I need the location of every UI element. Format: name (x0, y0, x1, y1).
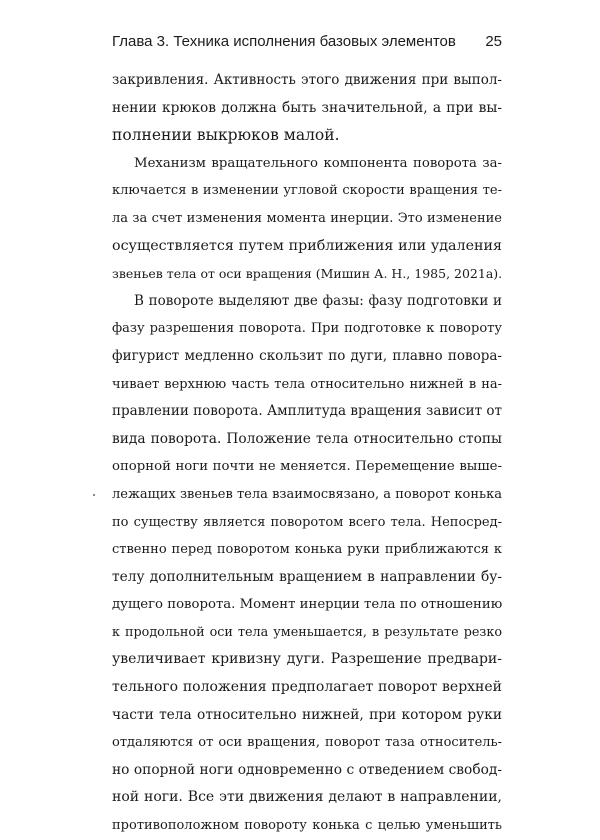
text-line: фазу разрешения поворота. При подготовке к повороту (112, 321, 502, 337)
text-line: ственно перед поворотом конька руки приближаются к (112, 542, 502, 558)
text-line: Механизм вращательного компонента поворота за- (134, 155, 502, 171)
text-line: тельного положения предполагает поворот верхней (112, 679, 502, 696)
text-line: ключается в изменении угловой скорости вращения те- (112, 183, 502, 199)
text-line: фигурист медленно скользит по дуги, плавно повора- (112, 347, 502, 364)
text-line: ла за счет изменения момента инерции. Это изменение (112, 210, 502, 226)
text-line: правлении поворота. Амплитуда вращения зависит от (112, 403, 502, 420)
page-number: 25 (485, 33, 502, 50)
text-line: осуществляется путем приближения или удаления (112, 237, 502, 254)
text-line: лежащих звеньев тела взаимосвязано, а поворот конька (112, 486, 502, 502)
text-line: увеличивает кривизну дуги. Разрешение предвари- (112, 651, 502, 668)
text-line: отдаляются от оси вращения, поворот таза относитель- (112, 735, 502, 751)
paragraph-3 (112, 288, 502, 840)
chapter-title: Глава 3. Техника исполнения базовых элементов (112, 33, 456, 50)
margin-speck (93, 494, 95, 496)
paragraph-1 (112, 67, 502, 150)
text-line: закривления. Активность этого движения при выпол- (112, 72, 502, 88)
text-line: противоположном повороту конька с целью уменьшить (112, 818, 502, 834)
text-line: полнении выкрюков малой. (112, 126, 340, 145)
text-line: но опорной ноги одновременно с отведением свобод- (112, 761, 502, 778)
text-line: по существу является поворотом всего тела. Непосред- (112, 514, 502, 530)
text-line: телу дополнительным вращением в направлении бу- (112, 568, 502, 585)
text-line: ной ноги. Все эти движения делают в направлении, (112, 789, 502, 806)
text-line: дущего поворота. Момент инерции тела по отношению (112, 597, 503, 613)
text-line: вида поворота. Положение тела относительно стопы (112, 430, 502, 447)
text-line: опорной ноги почти не меняется. Перемещение выше- (112, 459, 502, 475)
text-line: звеньев тела от оси вращения (Мишин А. Н., 1985, 2021а). (112, 266, 503, 282)
text-line: нении крюков должна быть значительной, а при вы- (112, 99, 502, 116)
text-line: части тела относительно нижней, при котором руки (112, 706, 502, 723)
body-text (112, 67, 502, 840)
paragraph-2 (112, 150, 502, 288)
text-line: В повороте выделяют две фазы: фазу подготовки и (134, 292, 502, 309)
text-line: к продольной оси тела уменьшается, в результате резко (112, 624, 502, 640)
text-line: чивает верхнюю часть тела относительно нижней в на- (112, 376, 502, 392)
